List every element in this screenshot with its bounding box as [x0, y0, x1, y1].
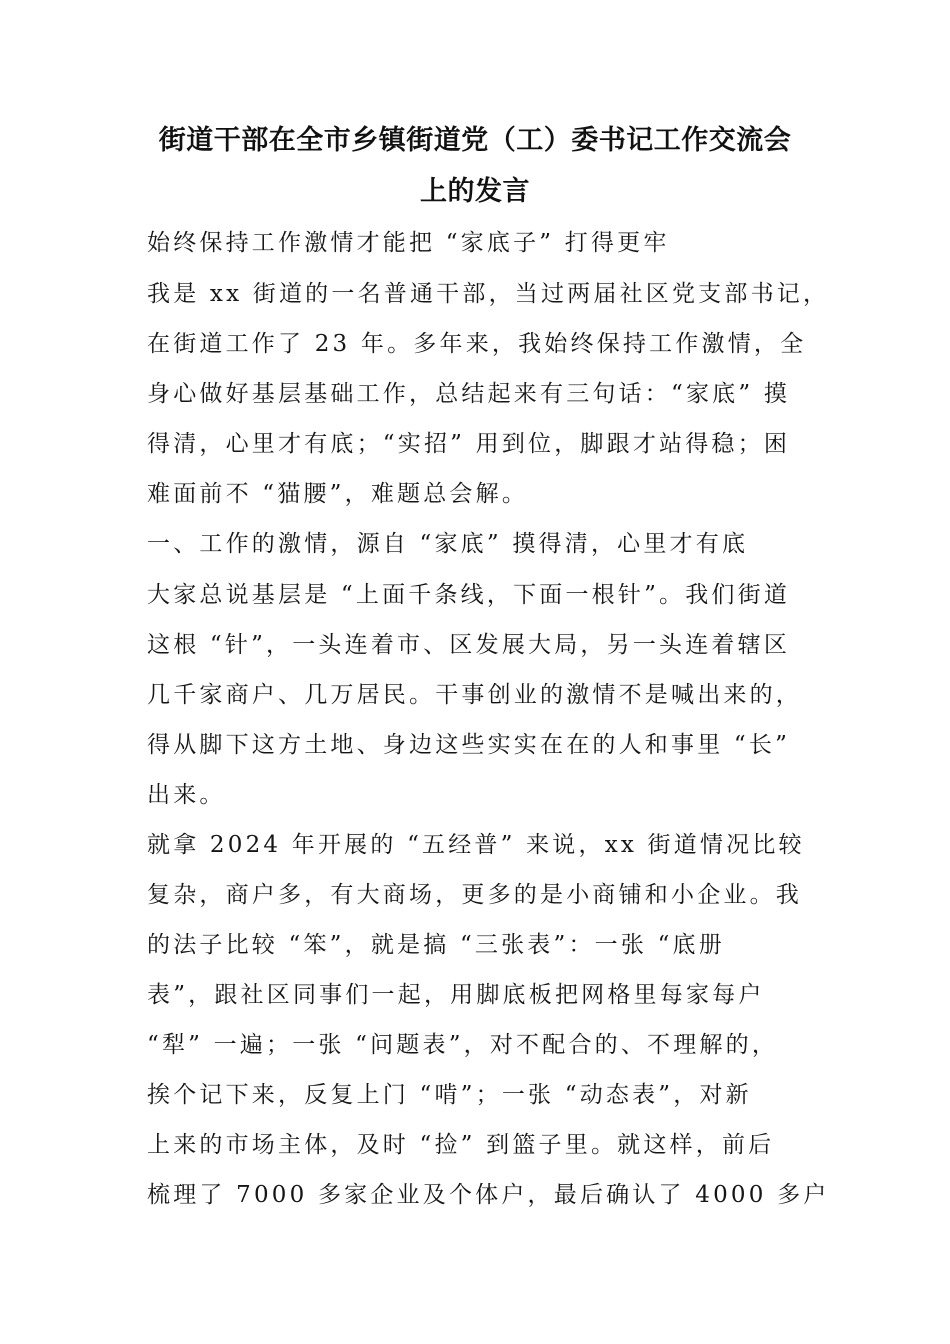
paragraph-line: 表”，跟社区同事们一起，用脚底板把网格里每家每户 — [147, 982, 765, 1008]
paragraph-line: 我是 xx 街道的一名普通干部，当过两届社区党支部书记， — [147, 281, 830, 307]
section-heading: 一、工作的激情，源自 “家底” 摸得清，心里才有底 — [147, 531, 749, 557]
paragraph-line: 大家总说基层是 “上面千条线，下面一根针”。我们街道 — [147, 582, 791, 608]
paragraph-line: 身心做好基层基础工作，总结起来有三句话：“家底” 摸 — [147, 381, 791, 407]
paragraph-line: 这根 “针”，一头连着市、区发展大局，另一头连着辖区 — [147, 632, 791, 658]
paragraph-line: 挨个记下来，反复上门 “啃”；一张 “动态表”，对新 — [147, 1082, 752, 1108]
section-subtitle: 始终保持工作激情才能把 “家底子” 打得更牢 — [147, 230, 670, 256]
paragraph-line: 梳理了 7000 多家企业及个体户，最后确认了 4000 多户 — [147, 1182, 830, 1208]
paragraph-line: 就拿 2024 年开展的 “五经普” 来说，xx 街道情况比较 — [147, 832, 805, 858]
paragraph-line: 出来。 — [147, 782, 226, 808]
paragraph-line: 在街道工作了 23 年。多年来，我始终保持工作激情，全 — [147, 331, 807, 357]
paragraph-line: 得从脚下这方土地、身边这些实实在在的人和事里 “长” — [147, 732, 791, 758]
paragraph-line: 得清，心里才有底；“实招” 用到位，脚跟才站得稳；困 — [147, 431, 791, 457]
document-title-line-1: 街道干部在全市乡镇街道党（工）委书记工作交流会 — [158, 125, 792, 156]
paragraph-line: 的法子比较 “笨”，就是搞 “三张表”：一张 “底册 — [147, 932, 725, 958]
paragraph-line: “犁” 一遍；一张 “问题表”，对不配合的、不理解的， — [147, 1032, 779, 1058]
paragraph-line: 上来的市场主体，及时 “捡” 到篮子里。就这样，前后 — [147, 1132, 775, 1158]
document-title-line-2: 上的发言 — [420, 176, 530, 207]
paragraph-line: 复杂，商户多，有大商场，更多的是小商铺和小企业。我 — [147, 882, 802, 908]
paragraph-line: 难面前不 “猫腰”，难题总会解。 — [147, 481, 529, 507]
paragraph-line: 几千家商户、几万居民。干事创业的激情不是喊出来的， — [147, 682, 802, 708]
